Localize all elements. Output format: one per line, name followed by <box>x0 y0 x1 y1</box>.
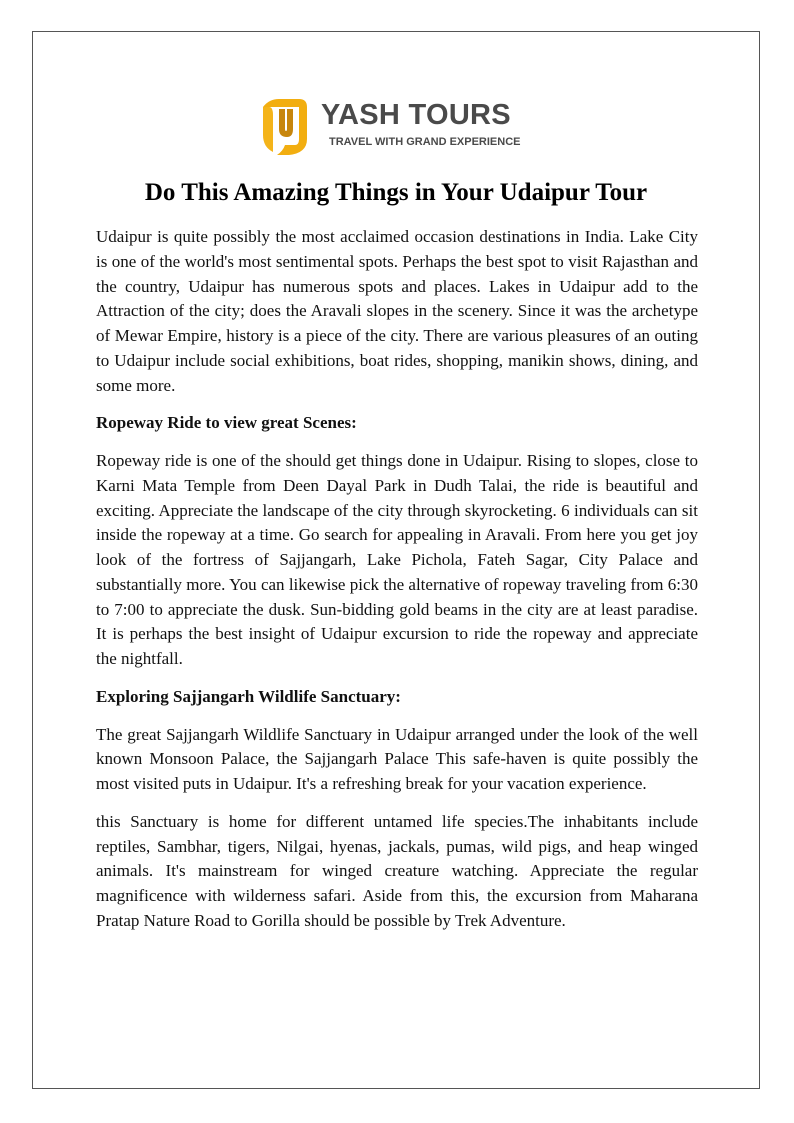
intro-paragraph: Udaipur is quite possibly the most acclaimed occasion destinations in India. Lake City is one of the world's most sentimental spots. Perhaps the best spot to visit Rajasthan and the country, Udaipur has numerous spots and places. Lakes in Udaipur add to the Attraction of the city; does the Aravali slopes in the scenery. Since it was the archetype of Mewar Empire, history is a piece of the city. There are various pleasures of an outing to Udaipur include social exhibitions, boat rides, shopping, manikin shows, dining, and some more. <box>96 227 698 395</box>
article-body <box>96 225 698 947</box>
brand-name: YASH TOURS <box>321 99 511 131</box>
ropeway-paragraph: Ropeway ride is one of the should get things done in Udaipur. Rising to slopes, close to Karni Mata Temple from Deen Dayal Park in Dudh Talai, the ride is beautiful and exciting. Appreciate the landscape of the city through skyrocketing. 6 individuals can sit inside the ropeway at a time. Go search for appealing in Aravali. From here you get joy look of the fortress of Sajjangarh, Lake Pichola, Fateh Sagar, City Palace and substantially more. You can likewise pick the alternative of ropeway traveling from 6:30 to 7:00 to appreciate the dusk. Sun-bidding gold beams in the city are at least paradise. It is perhaps the best insight of Udaipur excursion to ride the ropeway and appreciate the nightfall. <box>96 451 698 668</box>
sanctuary-paragraph-2: this Sanctuary is home for different untamed life species.The inhabitants include reptiles, Sambhar, tigers, Nilgai, hyenas, jackals, pumas, wild pigs, and heap winged animals. It's mainstream for winged creature watching. Appreciate the regular magnificence with wilderness safari. Aside from this, the excursion from Maharana Pratap Nature Road to Gorilla should be possible by Trek Adventure. <box>96 811 698 930</box>
section-heading-sanctuary: Exploring Sajjangarh Wildlife Sanctuary: <box>96 686 401 706</box>
page-title: Do This Amazing Things in Your Udaipur Tour <box>144 179 648 206</box>
section-heading-ropeway: Ropeway Ride to view great Scenes: <box>96 413 357 433</box>
brand-logo <box>259 95 535 159</box>
yash-tours-logo-icon <box>259 95 311 159</box>
sanctuary-paragraph-1: The great Sajjangarh Wildlife Sanctuary in Udaipur arranged under the look of the well known Monsoon Palace, the Sajjangarh Palace This safe-haven is quite possibly the most visited puts in Udaipur. It's a refreshing break for your vacation experience. <box>96 724 698 793</box>
brand-tagline: TRAVEL WITH GRAND EXPERIENCE <box>329 136 521 148</box>
